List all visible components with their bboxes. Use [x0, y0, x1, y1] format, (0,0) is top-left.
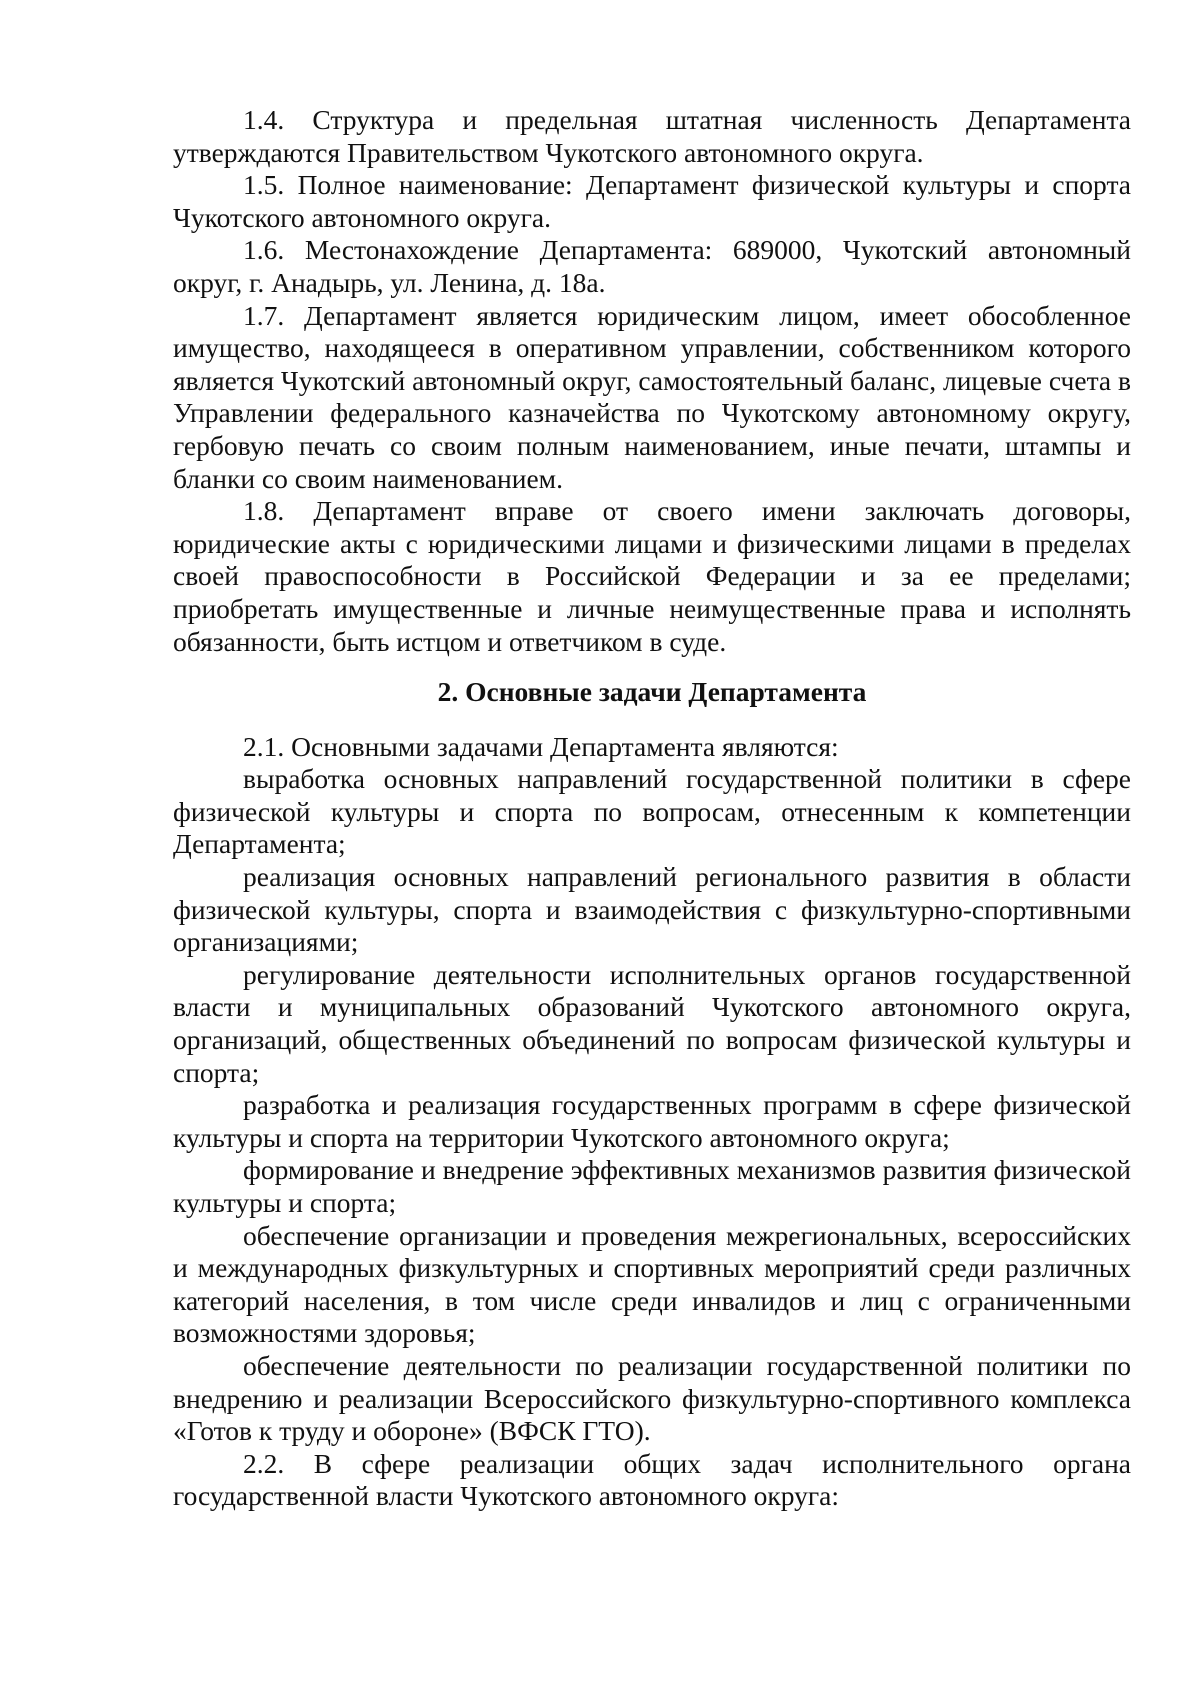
paragraph-2-1: 2.1. Основными задачами Департамента являются: [243, 730, 839, 762]
list-item-regional-development: реализация основных направлений регионального развития в области физической культуры, спорта и взаимодействия с физкультурно-спортивными организациями; [173, 861, 1131, 958]
list-item-regulation: регулирование деятельности исполнительных органов государственной власти и муниципальных образований Чукотского автономного округа, организаций, общественных объединений по вопросам физической культуры и спорта; [173, 958, 1131, 1088]
paragraph-1-6: 1.6. Местонахождение Департамента: 689000, Чукотский автономный округ, г. Анадырь, ул. Ленина, д. 18а. [173, 234, 1131, 298]
document-page [173, 104, 1131, 1513]
list-item-programs: разработка и реализация государственных программ в сфере физической культуры и спорта на территории Чукотского автономного округа; [173, 1089, 1131, 1153]
paragraph-1-4: 1.4. Структура и предельная штатная численность Департамента утверждаются Правительством Чукотского автономного округа. [173, 104, 1131, 168]
list-item-gto: обеспечение деятельности по реализации государственной политики по внедрению и реализации Всероссийского физкультурно-спортивного комплекса «Готов к труду и обороне» (ВФСК ГТО). [173, 1349, 1131, 1447]
paragraph-1-7: 1.7. Департамент является юридическим лицом, имеет обособленное имущество, находящееся в оперативном управлении, собственником которого является Чукотский автономный округ, самостоятельный баланс, лицевые счета в Управлении федерального казначейства по Чукотскому автономному округу, гербовую печать со своим полным наименованием, иные печати, штампы и бланки со своим наименованием. [173, 299, 1132, 494]
list-item-policy: выработка основных направлений государственной политики в сфере физической культуры и спорта по вопросам, отнесенным к компетенции Департамента; [173, 763, 1131, 860]
paragraph-2-2: 2.2. В сфере реализации общих задач исполнительного органа государственной власти Чукотского автономного округа: [173, 1447, 1131, 1512]
list-item-events: обеспечение организации и проведения межрегиональных, всероссийских и международных физкультурных и спортивных мероприятий среди различных категорий населения, в том числе среди инвалидов и лиц с ограниченными возможностями здоровья; [173, 1219, 1131, 1349]
paragraph-1-5: 1.5. Полное наименование: Департамент физической культуры и спорта Чукотского автономного округа. [173, 169, 1131, 233]
paragraph-1-8: 1.8. Департамент вправе от своего имени заключать договоры, юридические акты с юридическими лицами и физическими лицами в пределах своей правоспособности в Российской Федерации и за ее пределами; приобретать имущественные и личные неимущественные права и исполнять обязанности, быть истцом и ответчиком в суде. [173, 495, 1131, 657]
section-heading: 2. Основные задачи Департамента [437, 676, 867, 708]
list-item-mechanisms: формирование и внедрение эффективных механизмов развития физической культуры и спорта; [173, 1154, 1131, 1218]
